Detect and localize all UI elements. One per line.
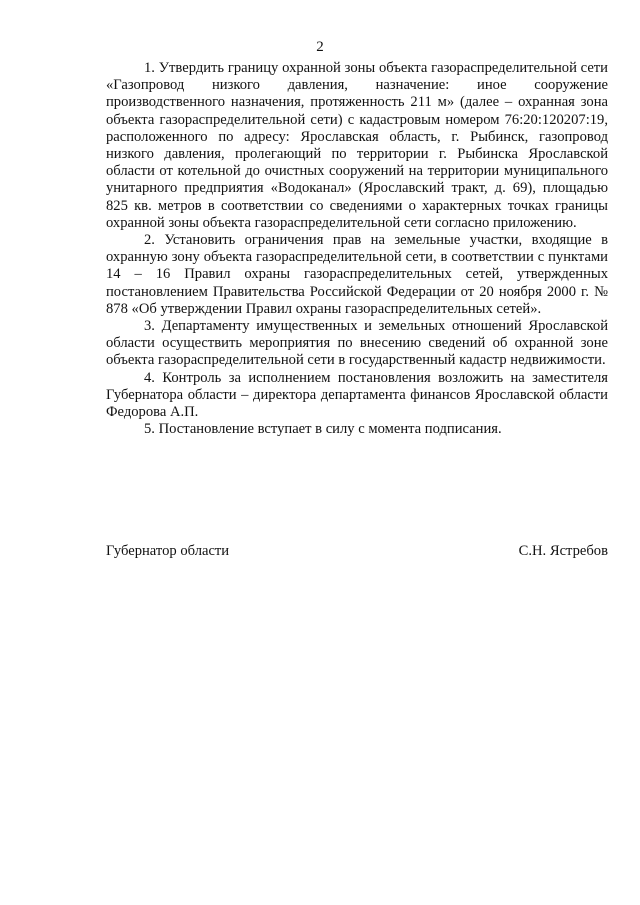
- page-number: 2: [316, 39, 324, 55]
- paragraph-1: 1. Утвердить границу охранной зоны объекта газораспределительной сети «Газопровод низкого давления, назначение: иное сооружение производственного назначения, протяженность 211 м» (далее – охранная зона объекта газораспределительной сети) с кадастровым номером 76:20:120207:19, расположенного по адресу: Ярославская область, г. Рыбинск, газопровод низкого давления, пролегающий по территории г. Рыбинска Ярославской области от котельной до очистных сооружений на территории муниципального унитарного предприятия «Водоканал» (Ярославский тракт, д. 69), площадью 825 кв. метров в соответствии со сведениями о характерных точках границы охранной зоны объекта газораспределительной сети согласно приложению.: [106, 60, 608, 231]
- paragraph-5: 5. Постановление вступает в силу с момента подписания.: [144, 421, 502, 438]
- paragraph-2: 2. Установить ограничения прав на земельные участки, входящие в охранную зону объекта газораспределительной сети, в соответствии с пунктами 14 – 16 Правил охраны газораспределительных сетей, утвержденных постановлением Правительства Российской Федерации от 20 ноября 2000 г. № 878 «Об утверждении Правил охраны газораспределительных сетей».: [106, 232, 608, 317]
- paragraph-4: 4. Контроль за исполнением постановления возложить на заместителя Губернатора области – директора департамента финансов Ярославской области Федорова А.П.: [106, 369, 608, 421]
- signatory-title: Губернатор области: [106, 543, 230, 559]
- document-body: [106, 60, 608, 438]
- signatory-name: С.Н. Ястребов: [518, 543, 608, 559]
- paragraph-3: 3. Департаменту имущественных и земельных отношений Ярославской области осуществить мероприятия по внесению сведений об охранной зоне объекта газораспределительной сети в государственный кадастр недвижимости.: [106, 318, 608, 369]
